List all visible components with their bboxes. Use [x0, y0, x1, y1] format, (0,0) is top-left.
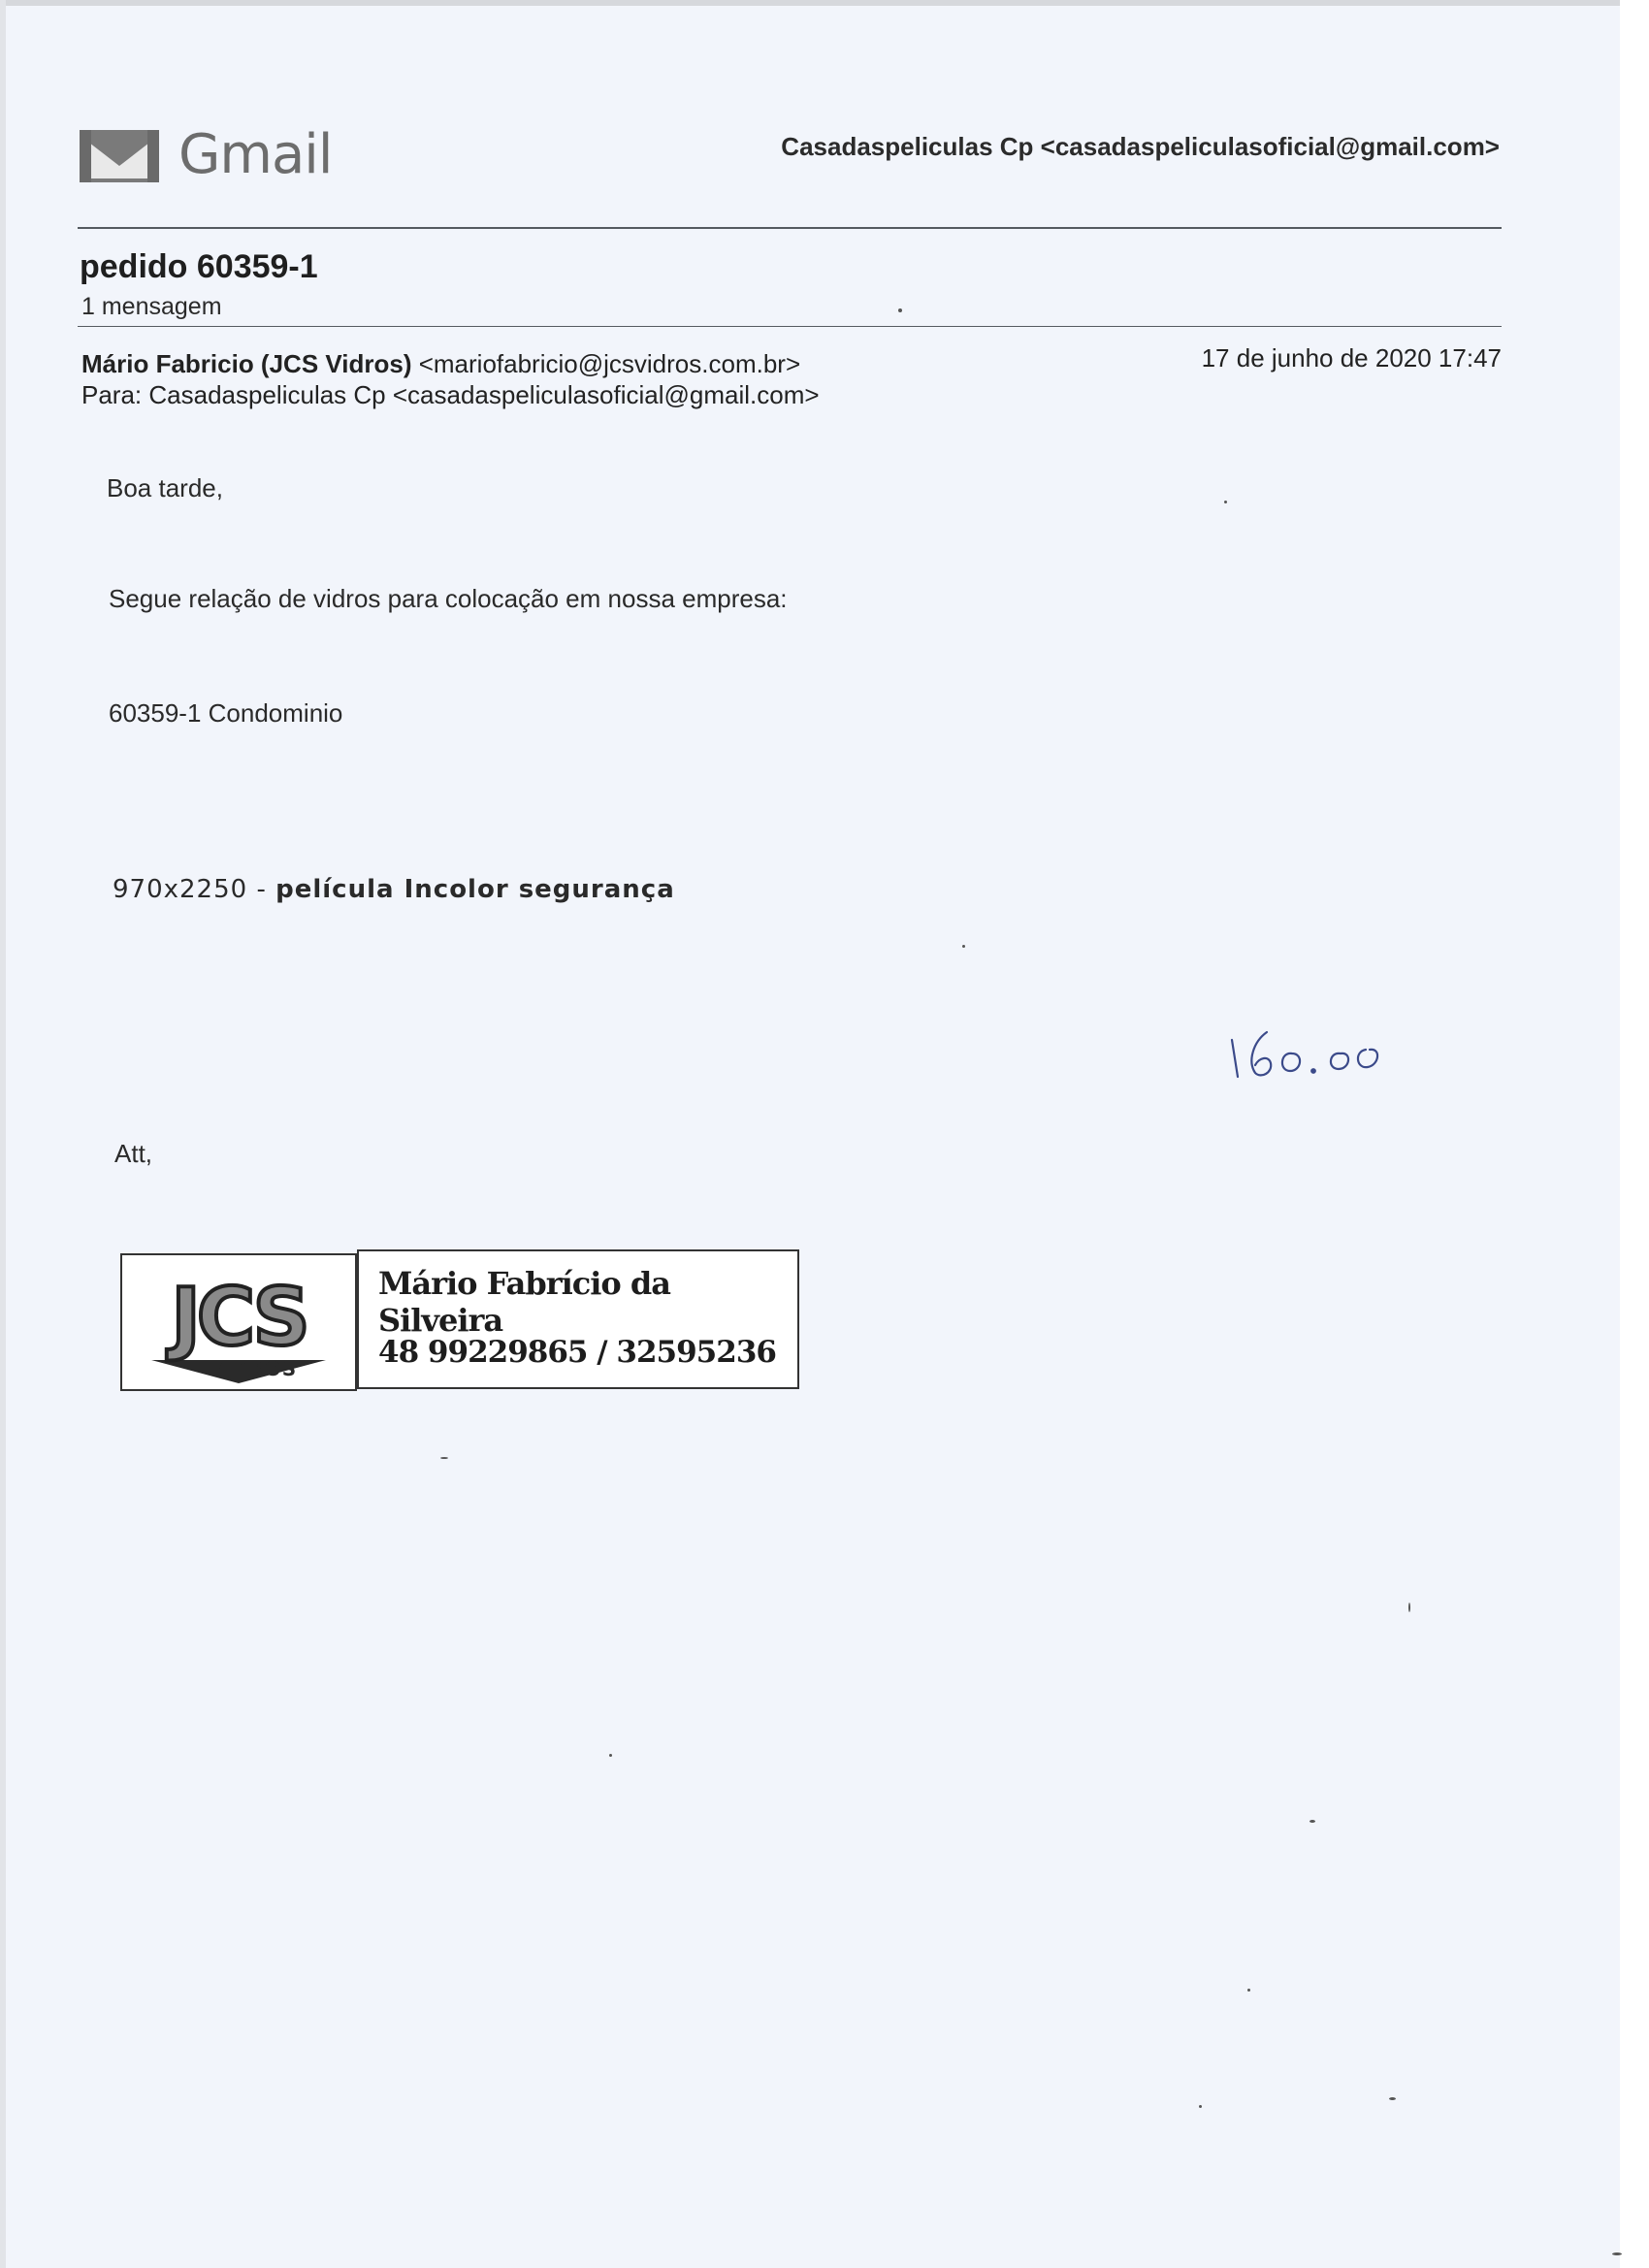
message-date: 17 de junho de 2020 17:47	[1201, 343, 1502, 373]
signature-name: Mário Fabrício da Silveira	[378, 1265, 670, 1339]
scan-speck	[962, 945, 965, 948]
sender-email: <mariofabricio@jcsvidros.com.br>	[418, 349, 801, 378]
handwritten-note	[1218, 1017, 1393, 1085]
scan-right-edge	[1620, 0, 1649, 2268]
signature-phones: 48 99229865 / 32595236	[378, 1335, 776, 1370]
logo-text: JCS	[171, 1272, 307, 1364]
scan-speck	[1224, 501, 1227, 503]
order-line: 60359-1 Condominio	[109, 698, 343, 728]
scan-speck	[440, 1457, 448, 1459]
account-address: Casadaspeliculas Cp <casadaspeliculasoficial@gmail.com>	[781, 132, 1500, 161]
sender-line	[81, 349, 800, 379]
greeting: Boa tarde,	[107, 473, 223, 502]
order-item	[113, 875, 675, 904]
gmail-logo	[78, 123, 333, 186]
signature-card	[357, 1249, 799, 1389]
scan-speck	[898, 308, 902, 312]
message-count: 1 mensagem	[81, 293, 222, 320]
scan-left-edge	[0, 0, 6, 2268]
gmail-wordmark: Gmail	[178, 123, 333, 186]
scan-speck	[1408, 1603, 1410, 1612]
logo-subtext: VIDROS	[207, 1357, 298, 1380]
thread-divider	[78, 326, 1502, 327]
thread-subject: pedido 60359-1	[80, 248, 318, 285]
scan-speck	[609, 1754, 612, 1757]
closing: Att,	[114, 1139, 153, 1168]
item-size: 970x2250 -	[113, 875, 267, 904]
jcs-logo-mark	[122, 1255, 355, 1389]
scan-speck	[1612, 2252, 1622, 2255]
scan-speck	[1199, 2105, 1202, 2108]
item-description: película Incolor segurança	[275, 875, 675, 904]
jcs-vidros-logo	[120, 1253, 357, 1391]
sender-name: Mário Fabricio (JCS Vidros)	[81, 349, 412, 378]
recipient-line	[81, 380, 820, 410]
scan-speck	[1389, 2097, 1396, 2100]
scan-top-edge	[0, 0, 1649, 6]
recipient-address: Casadaspeliculas Cp <casadaspeliculasoficial@gmail.com>	[148, 380, 820, 409]
header-divider	[78, 227, 1502, 229]
email-signature	[120, 1249, 799, 1391]
scan-speck	[1310, 1820, 1315, 1823]
scan-speck	[1247, 1989, 1250, 1992]
gmail-envelope-icon	[78, 124, 161, 186]
recipient-label: Para:	[81, 380, 143, 409]
intro-text: Segue relação de vidros para colocação em nossa empresa:	[109, 584, 788, 613]
